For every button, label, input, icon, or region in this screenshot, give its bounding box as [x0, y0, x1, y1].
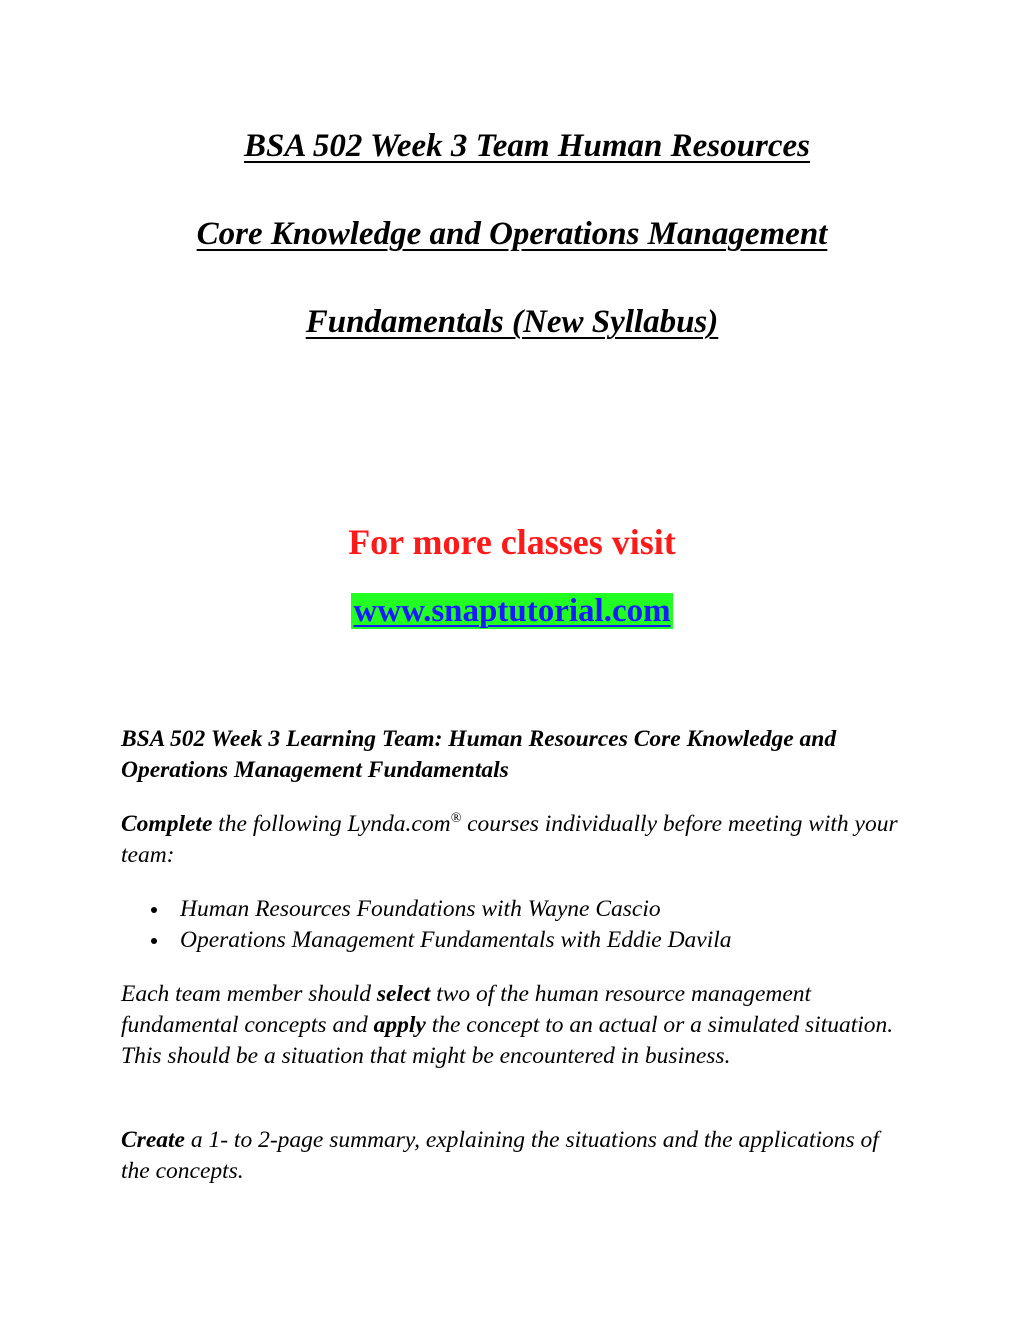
course-title: Operations Management Fundamentals with Eddie Davila — [180, 927, 732, 953]
course-title: Human Resources Foundations with Wayne Cascio — [180, 896, 661, 922]
bullet-icon — [151, 938, 157, 944]
para1-text-b: courses individually before meeting with your team: — [121, 811, 898, 868]
title-line-2: Core Knowledge and Operations Management — [196, 216, 828, 252]
title-line-3: Fundamentals (New Syllabus) — [305, 304, 719, 340]
para2-text-c: the concept to an actual or a simulated situation. This should be a situation that might be encountered in business. — [121, 1012, 894, 1069]
instructions-paragraph-3 — [121, 1125, 911, 1187]
para2-text-b: two of the human resource management fundamental concepts and — [121, 981, 812, 1038]
instructions-paragraph-1 — [121, 809, 911, 871]
para3-text: a 1- to 2-page summary, explaining the situations and the applications of the concepts. — [121, 1127, 879, 1184]
promo-text: For more classes visit — [348, 522, 676, 562]
title-line-1: BSA 502 Week 3 Team Human Resources — [244, 128, 810, 164]
snaptutorial-link[interactable]: www.snaptutorial.com — [353, 593, 671, 629]
select-verb: select — [376, 981, 431, 1007]
assignment-heading: BSA 502 Week 3 Learning Team: Human Resources Core Knowledge and Operations Management Fundamentals — [121, 726, 837, 783]
course-list-item — [121, 925, 911, 956]
bullet-icon — [151, 907, 157, 913]
para2-text-a: Each team member should — [121, 981, 377, 1007]
instructions-paragraph-2 — [121, 979, 911, 1072]
promo-link-container — [0, 588, 1024, 634]
apply-verb: apply — [373, 1012, 426, 1038]
create-verb: Create — [121, 1127, 185, 1153]
course-list — [121, 894, 911, 956]
complete-verb: Complete — [121, 811, 213, 837]
course-list-item — [121, 894, 911, 925]
para1-text-a: the following Lynda.com — [212, 811, 451, 837]
registered-mark: ® — [450, 811, 462, 827]
